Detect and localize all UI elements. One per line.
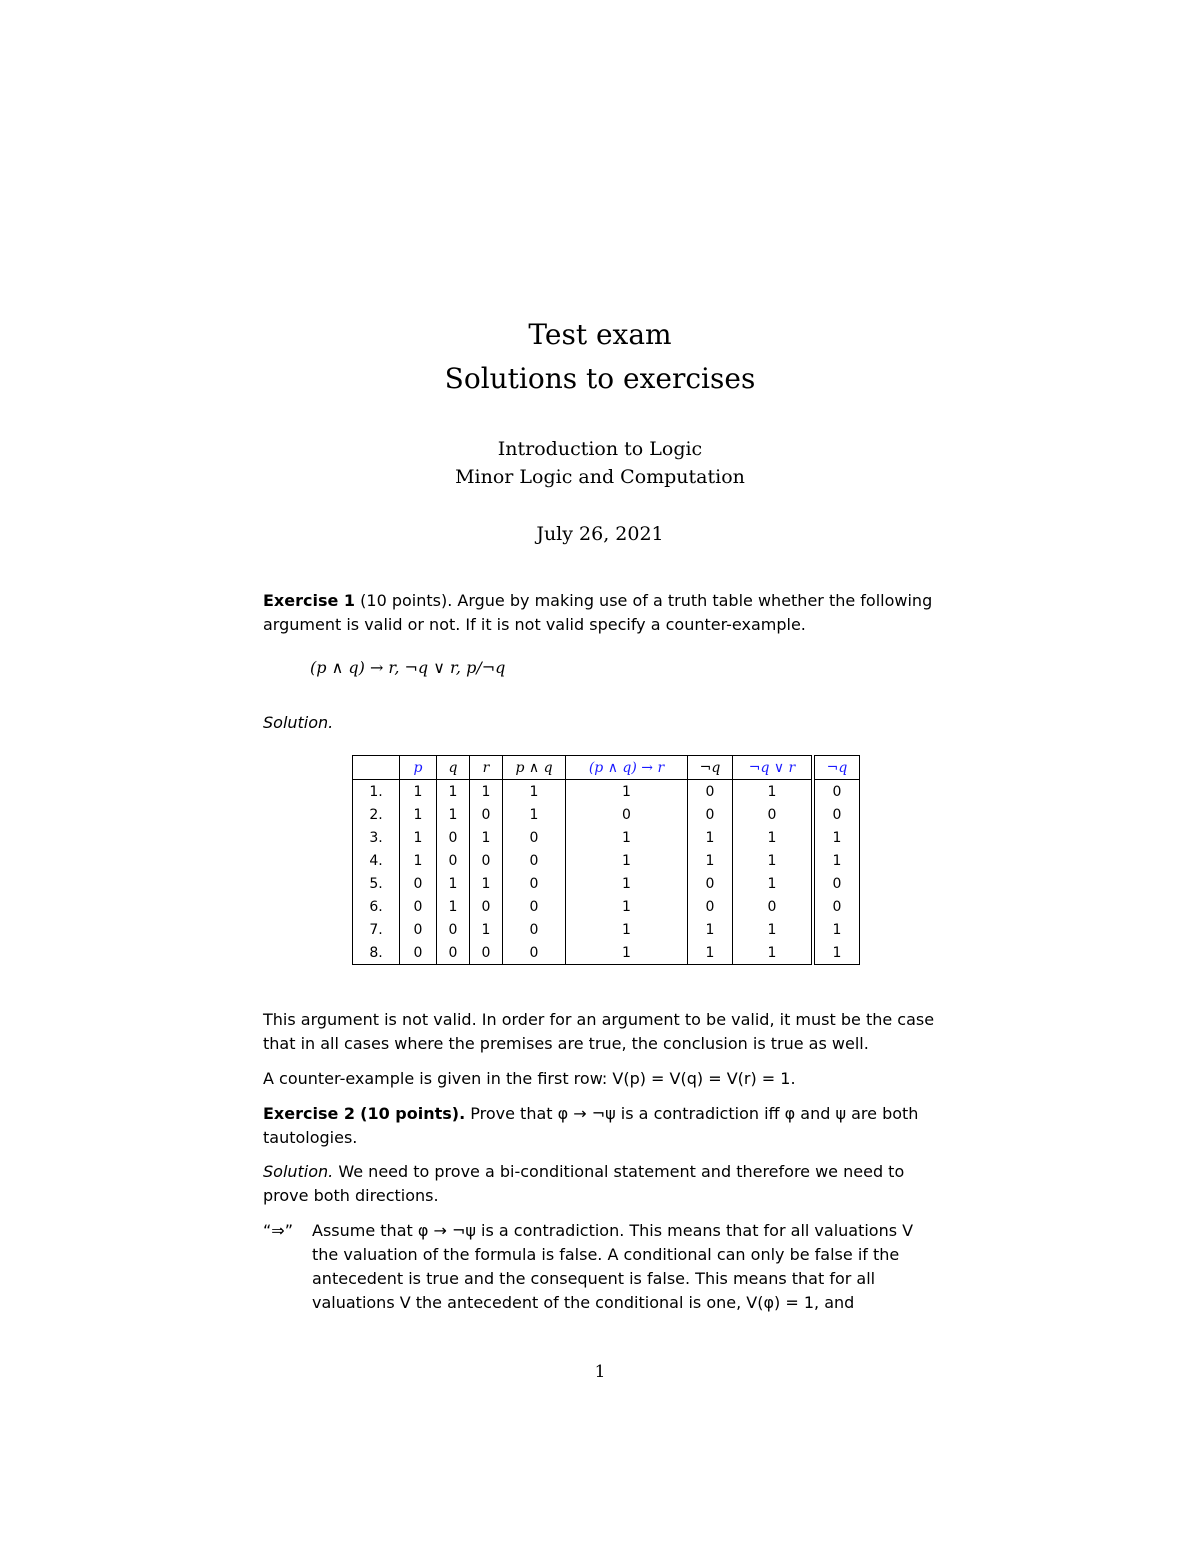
header-cell: ¬q (688, 756, 733, 780)
solution2-label: Solution. (263, 1162, 334, 1181)
header-cell: p ∧ q (503, 756, 566, 780)
program-name: Minor Logic and Computation (455, 466, 745, 488)
table-cell: 1 (566, 872, 688, 895)
table-row (353, 872, 860, 895)
doc-title: Test exam (528, 318, 672, 351)
table-cell: 1 (813, 918, 860, 941)
truth-table-header (353, 756, 860, 780)
table-cell: 1 (733, 941, 814, 965)
table-cell: 1 (688, 849, 733, 872)
table-cell: 0 (437, 941, 470, 965)
table-cell: 0 (688, 803, 733, 826)
table-cell: 0 (470, 803, 503, 826)
header-cell: ¬q (813, 756, 860, 780)
table-cell: 8. (353, 941, 400, 965)
header-cell: ¬q ∨ r (733, 756, 814, 780)
table-cell: 0 (813, 872, 860, 895)
table-cell: 4. (353, 849, 400, 872)
course-name: Introduction to Logic (497, 438, 703, 460)
table-row (353, 780, 860, 804)
table-cell: 0 (733, 895, 814, 918)
table-cell: 0 (470, 849, 503, 872)
table-cell: 0 (400, 872, 437, 895)
table-cell: 1 (688, 826, 733, 849)
table-cell: 1 (470, 826, 503, 849)
exercise1-text: Argue by making use of a truth table whether the following argument is valid or not. If it is not valid specify a counter-example. (263, 591, 933, 634)
table-cell: 3. (353, 826, 400, 849)
table-cell: 0 (813, 803, 860, 826)
table-cell: 1 (400, 803, 437, 826)
header-cell: p (400, 756, 437, 780)
table-cell: 0 (503, 918, 566, 941)
table-row (353, 849, 860, 872)
table-cell: 1 (688, 918, 733, 941)
table-cell: 1 (733, 849, 814, 872)
table-cell: 1 (400, 780, 437, 804)
table-cell: 0 (400, 941, 437, 965)
table-cell: 1 (688, 941, 733, 965)
exercise1-label: Exercise 1 (263, 591, 356, 610)
table-cell: 1 (566, 895, 688, 918)
table-cell: 0 (400, 918, 437, 941)
direction-label: “⇒” (263, 1221, 293, 1240)
table-cell: 0 (503, 941, 566, 965)
table-cell: 1 (813, 826, 860, 849)
table-cell: 1 (437, 895, 470, 918)
table-cell: 1 (733, 872, 814, 895)
exercise1-points: (10 points). (360, 591, 453, 610)
table-row (353, 941, 860, 965)
header-cell: r (470, 756, 503, 780)
table-cell: 1 (733, 918, 814, 941)
table-cell: 0 (813, 895, 860, 918)
table-cell: 1. (353, 780, 400, 804)
table-cell: 0 (503, 872, 566, 895)
table-cell: 1 (566, 849, 688, 872)
header-cell: q (437, 756, 470, 780)
table-row (353, 826, 860, 849)
table-cell: 2. (353, 803, 400, 826)
direction-text: Assume that φ → ¬ψ is a contradiction. This means that for all valuations V the valuation of the formula is false. A conditional can only be false if the antecedent is true and the consequent is false. This means that for all valuations V the antecedent of the conditional is one, V(φ) = 1, and (312, 1221, 914, 1312)
table-cell: 6. (353, 895, 400, 918)
table-row (353, 918, 860, 941)
table-cell: 0 (470, 941, 503, 965)
exercise2-points: (10 points). (360, 1104, 466, 1123)
exercise1-counterexample: A counter-example is given in the first row: V(p) = V(q) = V(r) = 1. (263, 1069, 796, 1088)
exercise2-label: Exercise 2 (263, 1104, 356, 1123)
table-cell: 1 (400, 849, 437, 872)
table-cell: 1 (566, 780, 688, 804)
table-cell: 0 (688, 872, 733, 895)
table-cell: 1 (503, 780, 566, 804)
solution2 (263, 1160, 939, 1208)
table-cell: 1 (470, 918, 503, 941)
solution1-label: Solution. (263, 713, 334, 732)
table-cell: 1 (813, 849, 860, 872)
table-cell: 1 (566, 918, 688, 941)
doc-subtitle: Solutions to exercises (444, 362, 756, 395)
table-cell: 0 (470, 895, 503, 918)
table-cell: 1 (400, 826, 437, 849)
table-cell: 0 (437, 918, 470, 941)
table-cell: 1 (503, 803, 566, 826)
page-number: 1 (594, 1362, 606, 1382)
argument-formula: (p ∧ q) → r, ¬q ∨ r, p/¬q (310, 658, 506, 677)
header-cell (353, 756, 400, 780)
table-cell: 0 (437, 849, 470, 872)
table-cell: 1 (437, 780, 470, 804)
table-cell: 1 (437, 803, 470, 826)
exercise1-conclusion: This argument is not valid. In order for an argument to be valid, it must be the case that in all cases where the premises are true, the conclusion is true as well. (263, 1010, 935, 1053)
table-cell: 0 (437, 826, 470, 849)
table-cell: 1 (566, 826, 688, 849)
table-cell: 1 (733, 826, 814, 849)
table-cell: 0 (688, 895, 733, 918)
table-cell: 7. (353, 918, 400, 941)
table-row (353, 895, 860, 918)
table-cell: 0 (503, 826, 566, 849)
solution2-text: We need to prove a bi-conditional statement and therefore we need to prove both directions. (263, 1162, 905, 1205)
table-cell: 0 (813, 780, 860, 804)
table-cell: 5. (353, 872, 400, 895)
table-cell: 1 (437, 872, 470, 895)
exercise1-statement (263, 589, 939, 637)
table-row (353, 803, 860, 826)
table-cell: 1 (470, 780, 503, 804)
table-cell: 0 (566, 803, 688, 826)
header-cell: (p ∧ q) → r (566, 756, 688, 780)
table-cell: 0 (503, 849, 566, 872)
doc-date: July 26, 2021 (536, 523, 664, 545)
table-cell: 1 (470, 872, 503, 895)
table-cell: 0 (733, 803, 814, 826)
table-cell: 0 (688, 780, 733, 804)
table-cell: 1 (566, 941, 688, 965)
table-cell: 1 (813, 941, 860, 965)
table-cell: 0 (400, 895, 437, 918)
exercise2-text: Prove that φ → ¬ψ is a contradiction iff φ and ψ are both tautologies. (263, 1104, 919, 1147)
table-cell: 1 (733, 780, 814, 804)
table-cell: 0 (503, 895, 566, 918)
exercise2-statement (263, 1102, 939, 1150)
truth-table (352, 755, 860, 965)
